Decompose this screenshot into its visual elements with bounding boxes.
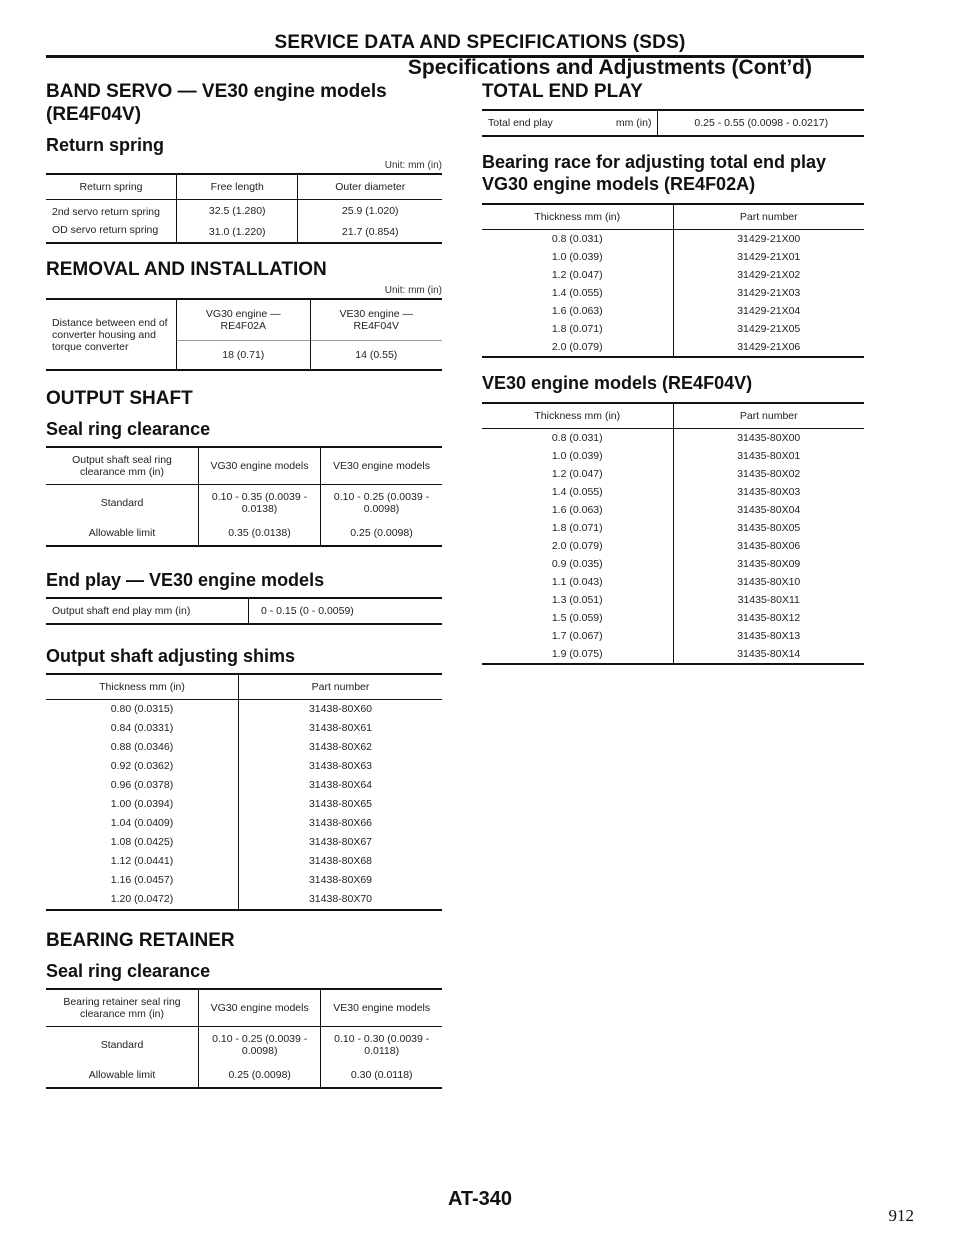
cell: Standard (100, 1039, 144, 1051)
table-row (46, 200, 442, 222)
total-end-play-table (482, 109, 864, 137)
page-number: 912 (888, 1206, 914, 1225)
table-row (482, 465, 864, 483)
cell: 0.10 - 0.25 (0.0039 - 0.0098) (199, 1027, 321, 1064)
table-row (46, 719, 442, 738)
bearing-race-ve30-table (482, 402, 864, 665)
col-header: Free length (177, 174, 298, 200)
cell: 31.0 (1.220) (177, 221, 298, 243)
cell: mm (in) (615, 117, 652, 129)
cell: 0.25 (0.0098) (199, 1063, 321, 1088)
table-row (482, 537, 864, 555)
band-servo-unit: Unit: mm (in) (384, 160, 442, 171)
table-row (482, 266, 864, 284)
cell: 31438-80X64 (239, 776, 443, 795)
cell: 0.88 (0.0346) (110, 741, 174, 753)
table-row (482, 573, 864, 591)
output-shaft-heading: OUTPUT SHAFT (46, 388, 193, 409)
cell: 31435-80X04 (673, 501, 864, 519)
cell: 31435-80X01 (673, 447, 864, 465)
cell: 31435-80X13 (673, 627, 864, 645)
cell: 1.4 (0.055) (551, 287, 603, 299)
cell: 1.0 (0.039) (551, 251, 603, 263)
cell: Allowable limit (88, 1069, 156, 1081)
return-spring-heading: Return spring (46, 135, 165, 155)
table-row (46, 221, 442, 243)
cell: 31429-21X06 (673, 338, 864, 357)
cell: 31435-80X02 (673, 465, 864, 483)
col-header: Return spring (46, 174, 177, 200)
end-play-table (46, 597, 442, 625)
seal-ring-heading: Seal ring clearance (46, 419, 211, 439)
page-title: SERVICE DATA AND SPECIFICATIONS (SDS) (274, 32, 686, 53)
cell: 0.10 - 0.30 (0.0039 - 0.0118) (321, 1027, 442, 1064)
left-column (46, 80, 442, 1089)
cell: 1.4 (0.055) (551, 486, 603, 498)
bearing-race-ve30-heading: VE30 engine models (RE4F04V) (482, 373, 753, 393)
table-row (482, 338, 864, 357)
cell: 2.0 (0.079) (551, 540, 603, 552)
cell: 31429-21X03 (673, 284, 864, 302)
cell: 25.9 (1.020) (298, 200, 442, 222)
cell: 1.5 (0.059) (551, 612, 603, 624)
cell: 0.8 (0.031) (551, 432, 603, 444)
cell: 31435-80X12 (673, 609, 864, 627)
cell: 31429-21X05 (673, 320, 864, 338)
cell: 0.30 (0.0118) (321, 1063, 442, 1088)
cell: 31438-80X68 (239, 852, 443, 871)
cell: 1.6 (0.063) (551, 504, 603, 516)
cell: VE30 engine — RE4F04V (310, 299, 442, 341)
shims-table (46, 673, 442, 911)
cell: 1.8 (0.071) (551, 522, 603, 534)
removal-table (46, 298, 442, 371)
cell: 1.16 (0.0457) (110, 874, 174, 886)
bearing-race-vg30-table (482, 203, 864, 358)
table-row (46, 598, 442, 624)
col-header: VE30 engine models (321, 989, 442, 1027)
bearing-race-vg30-heading: Bearing race for adjusting total end play VG30 engine models (RE4F02A) (482, 152, 827, 194)
cell: 2.0 (0.079) (551, 341, 603, 353)
cell: 1.8 (0.071) (551, 323, 603, 335)
table-row (482, 429, 864, 448)
vg30-body (482, 230, 864, 358)
table-row (482, 447, 864, 465)
cell: Standard (100, 497, 144, 509)
cell: 1.2 (0.047) (551, 269, 603, 281)
removal-unit: Unit: mm (in) (384, 285, 442, 296)
cell: 2nd servo return spring (52, 206, 160, 218)
table-row (482, 555, 864, 573)
cell: 31438-80X66 (239, 814, 443, 833)
cell: 31435-80X10 (673, 573, 864, 591)
cell: 31438-80X70 (239, 890, 443, 910)
cell: 21.7 (0.854) (298, 221, 442, 243)
cell: 0.10 - 0.35 (0.0039 - 0.0138) (199, 485, 321, 522)
cell: 0.35 (0.0138) (199, 521, 321, 546)
table-row (46, 890, 442, 910)
table-row (482, 320, 864, 338)
cell: 31438-80X63 (239, 757, 443, 776)
table-row (46, 833, 442, 852)
cell: 1.0 (0.039) (551, 450, 603, 462)
table-row (482, 248, 864, 266)
cell: 31438-80X61 (239, 719, 443, 738)
table-row (482, 284, 864, 302)
col-header: VE30 engine models (321, 447, 443, 485)
cell: 1.9 (0.075) (551, 648, 603, 660)
removal-heading: REMOVAL AND INSTALLATION (46, 259, 327, 280)
table-row (46, 757, 442, 776)
cell: 1.7 (0.067) (551, 630, 603, 642)
table-row (482, 609, 864, 627)
cell: 1.20 (0.0472) (110, 893, 174, 905)
cell: 0.80 (0.0315) (110, 703, 174, 715)
table-row (46, 700, 442, 720)
col-header: Part number (673, 204, 864, 230)
cell: 31435-80X14 (673, 645, 864, 664)
output-seal-table (46, 446, 442, 547)
cell: 31435-80X09 (673, 555, 864, 573)
col-header: Part number (239, 674, 443, 700)
ve30-body (482, 429, 864, 665)
cell: 32.5 (1.280) (177, 200, 298, 222)
cell: 31438-80X65 (239, 795, 443, 814)
table-row (482, 627, 864, 645)
cell: 31429-21X00 (673, 230, 864, 249)
page-subtitle: Specifications and Adjustments (Cont’d) (407, 56, 812, 79)
cell: 1.08 (0.0425) (110, 836, 174, 848)
table-row (46, 485, 442, 522)
cell: Output shaft end play mm (in) (52, 605, 191, 617)
cell: 0.92 (0.0362) (110, 760, 174, 772)
cell: 31435-80X11 (673, 591, 864, 609)
table-row (482, 519, 864, 537)
table-row (46, 795, 442, 814)
cell: 0.25 (0.0098) (321, 521, 443, 546)
cell: 31438-80X69 (239, 871, 443, 890)
col-header: Outer diameter (298, 174, 442, 200)
cell: Distance between end of converter housing and torque converter (52, 316, 168, 353)
return-spring-table (46, 173, 442, 244)
cell: 31435-80X06 (673, 537, 864, 555)
cell: 1.1 (0.043) (551, 576, 603, 588)
col-header: Thickness mm (in) (482, 403, 673, 429)
table-row (46, 814, 442, 833)
cell: 31438-80X67 (239, 833, 443, 852)
col-header: VG30 engine models (199, 447, 321, 485)
col-header: Bearing retainer seal ring clearance mm (in) (46, 989, 199, 1027)
table-row (46, 1027, 442, 1064)
cell: 0.25 - 0.55 (0.0098 - 0.0217) (658, 110, 864, 136)
cell: OD servo return spring (52, 224, 159, 236)
cell: 0.10 - 0.25 (0.0039 - 0.0098) (321, 485, 443, 522)
cell: 0.84 (0.0331) (110, 722, 174, 734)
table-row (482, 591, 864, 609)
end-play-heading: End play — VE30 engine models (46, 570, 325, 590)
bearing-seal-table (46, 988, 442, 1089)
bearing-seal-heading: Seal ring clearance (46, 961, 211, 981)
cell: 0.96 (0.0378) (110, 779, 174, 791)
cell: VG30 engine — RE4F02A (177, 299, 311, 341)
cell: 1.2 (0.047) (551, 468, 603, 480)
cell: 14 (0.55) (310, 341, 442, 371)
page-label: AT-340 (447, 1188, 513, 1210)
shims-body (46, 700, 442, 911)
table-row (482, 230, 864, 249)
table-row (46, 1063, 442, 1088)
cell: Total end play (488, 117, 553, 129)
cell: 1.12 (0.0441) (110, 855, 174, 867)
table-row (46, 776, 442, 795)
cell: Allowable limit (88, 527, 156, 539)
cell: 31438-80X62 (239, 738, 443, 757)
col-header: VG30 engine models (199, 989, 321, 1027)
shims-heading: Output shaft adjusting shims (46, 646, 296, 666)
cell: 0 - 0.15 (0 - 0.0059) (249, 598, 443, 624)
cell: 31429-21X01 (673, 248, 864, 266)
table-row (482, 110, 864, 136)
cell: 1.04 (0.0409) (110, 817, 174, 829)
col-header: Output shaft seal ring clearance mm (in) (46, 447, 199, 485)
table-row (46, 738, 442, 757)
cell: 31438-80X60 (239, 700, 443, 720)
table-row (46, 299, 442, 341)
col-header: Thickness mm (in) (482, 204, 673, 230)
cell: 1.00 (0.0394) (110, 798, 174, 810)
table-row (46, 852, 442, 871)
cell: 0.8 (0.031) (551, 233, 603, 245)
table-row (482, 645, 864, 664)
col-header: Thickness mm (in) (46, 674, 239, 700)
cell: 31429-21X04 (673, 302, 864, 320)
total-end-play-heading: TOTAL END PLAY (482, 81, 643, 102)
cell: 0.9 (0.035) (551, 558, 603, 570)
cell: 18 (0.71) (177, 341, 311, 371)
col-header: Part number (673, 403, 864, 429)
table-row (482, 501, 864, 519)
cell: 31435-80X05 (673, 519, 864, 537)
right-column (482, 80, 864, 665)
cell: 1.6 (0.063) (551, 305, 603, 317)
cell: 31429-21X02 (673, 266, 864, 284)
table-row (482, 302, 864, 320)
table-row (46, 871, 442, 890)
table-row (46, 521, 442, 546)
band-servo-heading: BAND SERVO — VE30 engine models (RE4F04V) (46, 81, 387, 125)
bearing-retainer-heading: BEARING RETAINER (46, 930, 235, 951)
cell: 31435-80X03 (673, 483, 864, 501)
cell: 1.3 (0.051) (551, 594, 603, 606)
table-row (482, 483, 864, 501)
cell: 31435-80X00 (673, 429, 864, 448)
